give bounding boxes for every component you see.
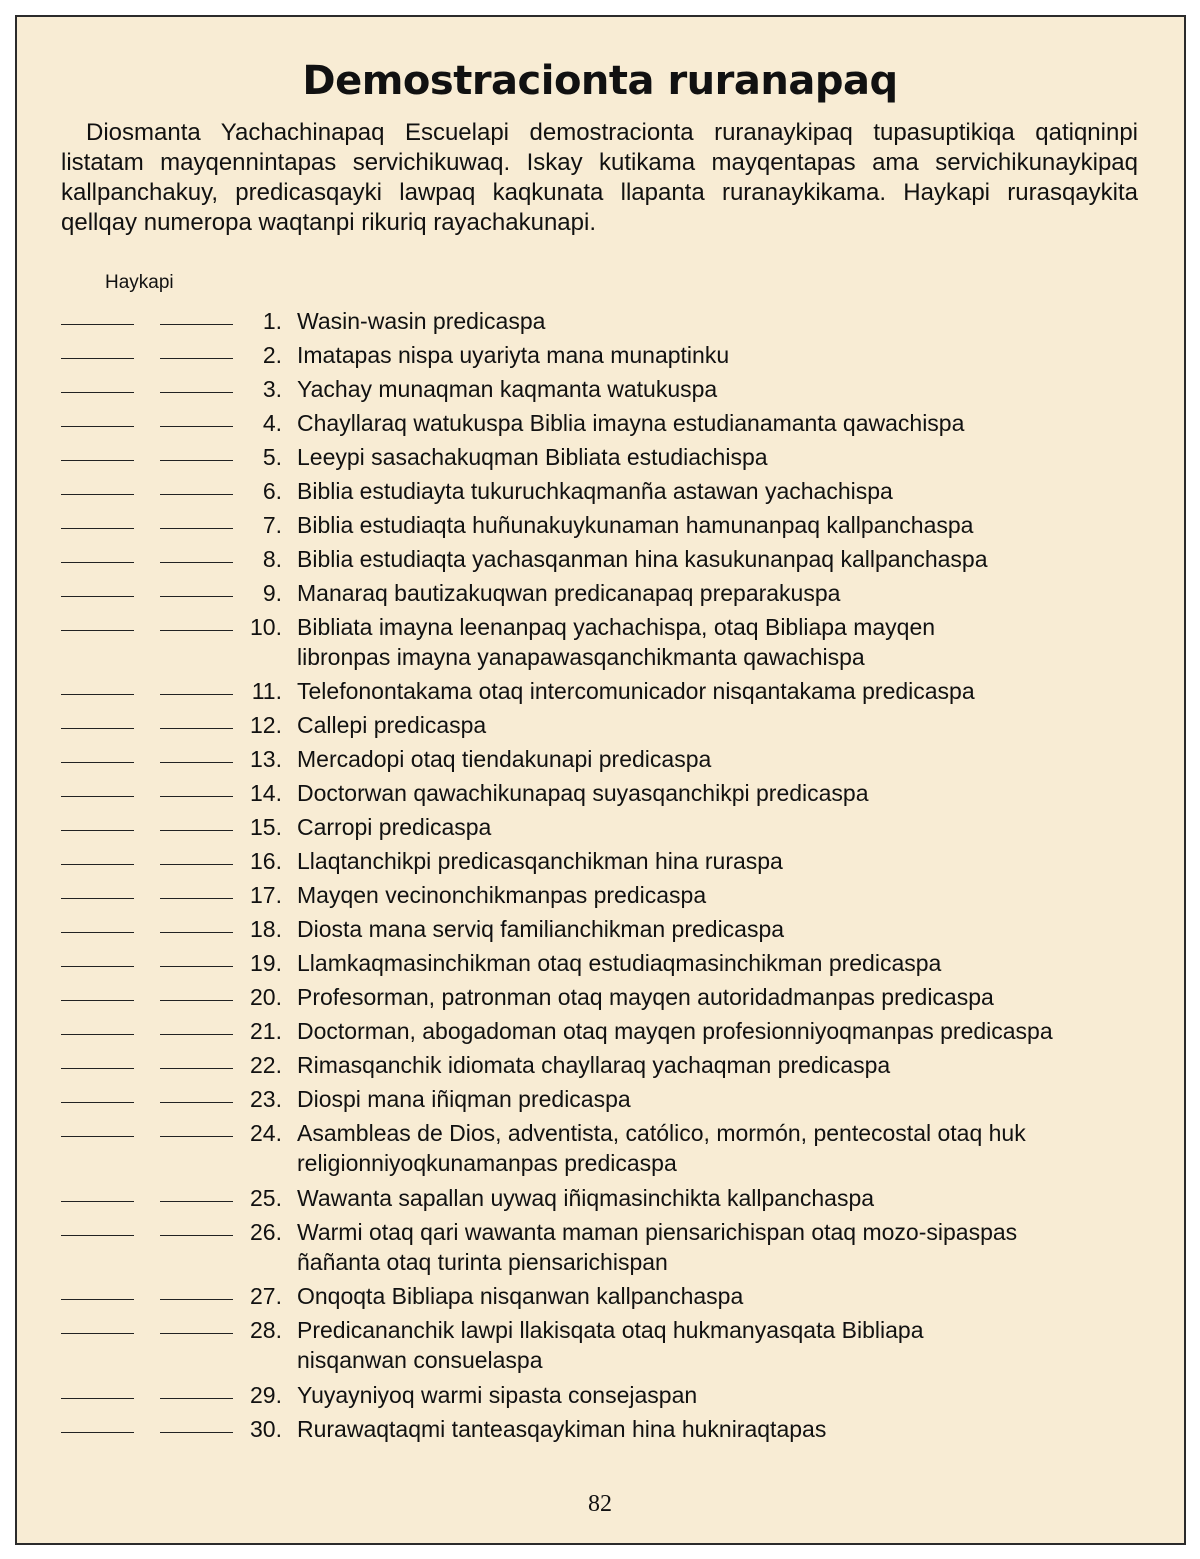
item-number: 26. [250,1219,282,1245]
item-text: Llamkaqmasinchikman otaq estudiaqmasinchikman predicaspa [297,950,942,976]
item-text: Predicananchik lawpi llakisqata otaq hukmanyasqata Bibliapa [297,1317,924,1343]
date-blank-first[interactable] [61,728,134,729]
item-text: Mayqen vecinonchikmanpas predicaspa [297,882,707,908]
item-number: 12. [250,712,282,738]
intro-paragraph: Diosmanta Yachachinapaq Escuelapi demostracionta ruranaykipaq tupasuptikiqa qatiqninpi listatam mayqennintapas servichikuwaq. Iskay kutikama mayqentapas ama servichikunaykipaq kallpanchakuy, predicasqayki lawpaq kaqkunata llapanta ruranaykikama. Haykapi rurasqaykita qellqay numeropa waqtanpi rikuriq rayachakunapi. [61,119,1138,236]
item-number: 9. [262,580,282,606]
date-blank-second[interactable] [160,324,233,325]
date-column-label: Haykapi [105,272,174,293]
date-blank-second[interactable] [160,426,233,427]
item-number: 24. [250,1120,282,1146]
checklist-item [0,741,1200,771]
date-blank-first[interactable] [61,528,134,529]
date-blank-first[interactable] [61,460,134,461]
date-blank-first[interactable] [61,1136,134,1137]
date-blank-first[interactable] [61,426,134,427]
item-text: Asambleas de Dios, adventista, católico, mormón, pentecostal otaq huk [297,1120,1026,1146]
item-text: Mercadopi otaq tiendakunapi predicaspa [297,746,712,772]
item-number: 19. [250,950,282,976]
date-blank-first[interactable] [61,494,134,495]
checklist-item [0,1013,1200,1043]
date-blank-first[interactable] [61,1000,134,1001]
date-blank-first[interactable] [61,966,134,967]
item-number: 16. [250,848,282,874]
item-number: 14. [250,780,282,806]
item-number: 4. [262,410,282,436]
checklist-item [0,1278,1200,1308]
checklist-item [0,775,1200,805]
date-blank-second[interactable] [160,1136,233,1137]
item-number: 28. [250,1317,282,1343]
checklist-item [0,1312,1200,1373]
item-text: Telefonontakama otaq intercomunicador nisqantakama predicaspa [297,678,975,704]
item-text: Doctorwan qawachikunapaq suyasqanchikpi predicaspa [297,780,869,806]
checklist-item [0,673,1200,703]
item-text: Rimasqanchik idiomata chayllaraq yachaqman predicaspa [297,1052,891,1078]
checklist-item [0,1214,1200,1275]
checklist-item [0,979,1200,1009]
checklist-item [0,1377,1200,1407]
item-text: Rurawaqtaqmi tanteasqaykiman hina hukniraqtapas [297,1416,827,1442]
item-text: nisqanwan consuelaspa [297,1347,543,1373]
date-blank-first[interactable] [61,694,134,695]
item-number: 17. [250,882,282,908]
date-blank-second[interactable] [160,1299,233,1300]
date-blank-first[interactable] [61,1102,134,1103]
item-number: 30. [250,1416,282,1442]
item-number: 10. [250,614,282,640]
item-text: Doctorman, abogadoman otaq mayqen profesionniyoqmanpas predicaspa [297,1018,1053,1044]
item-text: Imatapas nispa uyariyta mana munaptinku [297,342,730,368]
checklist-item [0,911,1200,941]
date-blank-second[interactable] [160,1000,233,1001]
page-number: 82 [588,1491,612,1517]
checklist-item [0,609,1200,670]
item-number: 13. [250,746,282,772]
checklist-item [0,541,1200,571]
checklist-item [0,439,1200,469]
item-text: Wawanta sapallan uywaq iñiqmasinchikta kallpanchaspa [297,1185,875,1211]
date-blank-second[interactable] [160,630,233,631]
date-blank-first[interactable] [61,762,134,763]
item-number: 27. [250,1283,282,1309]
item-number: 6. [262,478,282,504]
checklist-item [0,1115,1200,1176]
date-blank-second[interactable] [160,596,233,597]
item-text: Carropi predicaspa [297,814,492,840]
item-text: Wasin-wasin predicaspa [297,308,546,334]
checklist-item [0,843,1200,873]
item-number: 15. [250,814,282,840]
date-blank-first[interactable] [61,1235,134,1236]
date-blank-first[interactable] [61,324,134,325]
checklist-item [0,1047,1200,1077]
item-text: Biblia estudiaqta yachasqanman hina kasukunanpaq kallpanchaspa [297,546,988,572]
date-blank-second[interactable] [160,392,233,393]
date-blank-first[interactable] [61,630,134,631]
date-blank-second[interactable] [160,932,233,933]
item-text: Llaqtanchikpi predicasqanchikman hina ruraspa [297,848,783,874]
date-blank-second[interactable] [160,694,233,695]
date-blank-second[interactable] [160,898,233,899]
item-number: 22. [250,1052,282,1078]
date-blank-first[interactable] [61,898,134,899]
date-blank-second[interactable] [160,1432,233,1433]
date-blank-second[interactable] [160,1201,233,1202]
date-blank-first[interactable] [61,358,134,359]
item-text: Yachay munaqman kaqmanta watukuspa [297,376,718,402]
item-number: 8. [262,546,282,572]
item-text: Chayllaraq watukuspa Biblia imayna estudianamanta qawachispa [297,410,965,436]
checklist-item [0,473,1200,503]
checklist-item [0,337,1200,367]
date-blank-second[interactable] [160,762,233,763]
item-text: Leeypi sasachakuqman Bibliata estudiachispa [297,444,768,470]
date-blank-second[interactable] [160,830,233,831]
date-blank-first[interactable] [61,596,134,597]
item-number: 29. [250,1382,282,1408]
checklist-item [0,575,1200,605]
item-number: 25. [250,1185,282,1211]
date-blank-second[interactable] [160,1068,233,1069]
date-blank-first[interactable] [61,796,134,797]
checklist-item [0,809,1200,839]
date-blank-second[interactable] [160,1235,233,1236]
date-blank-first[interactable] [61,830,134,831]
date-blank-second[interactable] [160,1398,233,1399]
item-text: Onqoqta Bibliapa nisqanwan kallpanchaspa [297,1283,744,1309]
date-blank-first[interactable] [61,392,134,393]
item-text: Biblia estudiayta tukuruchkaqmanña astawan yachachispa [297,478,893,504]
date-blank-first[interactable] [61,1333,134,1334]
item-text: ñañanta otaq turinta piensarichispan [297,1249,668,1275]
item-number: 21. [250,1018,282,1044]
date-blank-second[interactable] [160,358,233,359]
checklist-item [0,945,1200,975]
item-text: libronpas imayna yanapawasqanchikmanta qawachispa [297,644,865,670]
item-number: 5. [262,444,282,470]
checklist-item [0,707,1200,737]
date-blank-first[interactable] [61,562,134,563]
item-text: Bibliata imayna leenanpaq yachachispa, otaq Bibliapa mayqen [297,614,936,640]
date-blank-second[interactable] [160,494,233,495]
item-text: Warmi otaq qari wawanta maman piensarichispan otaq mozo-sipaspas [297,1219,1018,1245]
checklist-item [0,371,1200,401]
date-blank-second[interactable] [160,728,233,729]
item-number: 18. [250,916,282,942]
date-blank-first[interactable] [61,1068,134,1069]
item-number: 7. [262,512,282,538]
date-blank-second[interactable] [160,966,233,967]
item-text: Manaraq bautizakuqwan predicanapaq preparakuspa [297,580,841,606]
date-blank-second[interactable] [160,528,233,529]
date-blank-first[interactable] [61,864,134,865]
item-text: Callepi predicaspa [297,712,487,738]
checklist-item [0,507,1200,537]
checklist-item [0,405,1200,435]
checklist-item [0,1081,1200,1111]
item-text: Biblia estudiaqta huñunakuykunaman hamunanpaq kallpanchaspa [297,512,974,538]
item-text: Yuyayniyoq warmi sipasta consejaspan [297,1382,698,1408]
item-text: Diosta mana serviq familianchikman predicaspa [297,916,785,942]
date-blank-first[interactable] [61,1432,134,1433]
date-blank-first[interactable] [61,1398,134,1399]
item-number: 3. [262,376,282,402]
date-blank-second[interactable] [160,1333,233,1334]
date-blank-second[interactable] [160,1034,233,1035]
date-blank-first[interactable] [61,932,134,933]
date-blank-second[interactable] [160,562,233,563]
date-blank-second[interactable] [160,460,233,461]
item-number: 11. [251,678,282,704]
checklist-item [0,1411,1200,1441]
item-number: 23. [250,1086,282,1112]
item-number: 20. [250,984,282,1010]
checklist-item [0,303,1200,333]
date-blank-first[interactable] [61,1299,134,1300]
date-blank-first[interactable] [61,1201,134,1202]
date-blank-second[interactable] [160,796,233,797]
item-text: Diospi mana iñiqman predicaspa [297,1086,631,1112]
item-text: religionniyoqkunamanpas predicaspa [297,1150,677,1176]
checklist-item [0,877,1200,907]
date-blank-second[interactable] [160,1102,233,1103]
date-blank-second[interactable] [160,864,233,865]
item-number: 2. [262,342,282,368]
item-text: Profesorman, patronman otaq mayqen autoridadmanpas predicaspa [297,984,994,1010]
page-title: Demostracionta ruranapaq [302,58,898,104]
date-blank-first[interactable] [61,1034,134,1035]
checklist-item [0,1180,1200,1210]
item-number: 1. [262,308,282,334]
